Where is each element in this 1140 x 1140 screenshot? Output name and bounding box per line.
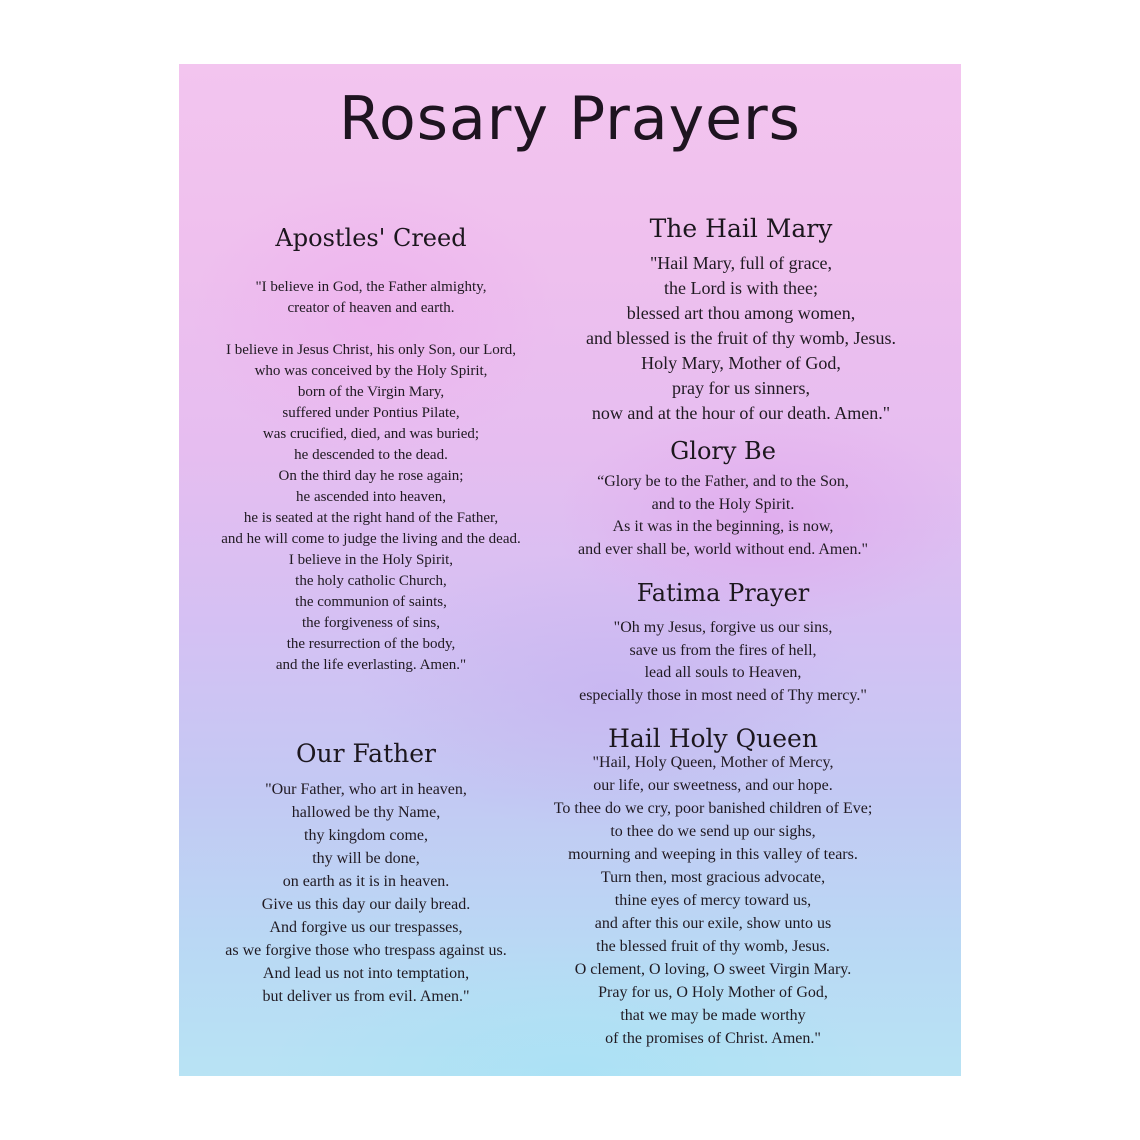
glory-be-section xyxy=(553,437,893,561)
our-father-text: "Our Father, who art in heaven, hallowed be thy Name, thy kingdom come, thy will be done, on earth as it is in heaven. Give us this day our daily bread. And forgive us our trespasses, as we forgive those who trespass against us. And lead us not into temptation, but deliver us from evil. Amen." xyxy=(225,781,507,1005)
apostles-creed-heading: Apostles' Creed xyxy=(275,224,467,252)
our-father-heading: Our Father xyxy=(296,739,436,768)
page-title: Rosary Prayers xyxy=(339,84,801,154)
hail-mary-heading: The Hail Mary xyxy=(649,214,833,243)
prayer-sheet xyxy=(179,64,961,1076)
fatima-prayer-text: "Oh my Jesus, forgive us our sins, save us from the fires of hell, lead all souls to Heaven, especially those in most need of Thy mercy." xyxy=(579,619,867,704)
glory-be-text: “Glory be to the Father, and to the Son, and to the Holy Spirit. As it was in the beginning, is now, and ever shall be, world without end. Amen." xyxy=(577,473,869,558)
apostles-creed-section xyxy=(215,224,527,676)
our-father-section xyxy=(211,739,521,1008)
hail-holy-queen-section xyxy=(523,724,903,1050)
fatima-prayer-section xyxy=(553,579,893,707)
hail-holy-queen-text: "Hail, Holy Queen, Mother of Mercy, our life, our sweetness, and our hope. To thee do we cry, poor banished children of Eve; to thee do we send up our sighs, mourning and weeping in this valley of tears. Turn then, most gracious advocate, thine eyes of mercy toward us, and after this our exile, show unto us the blessed fruit of thy womb, Jesus. O clement, O loving, O sweet Virgin Mary. Pray for us, O Holy Mother of God, that we may be made worthy of the promises of Christ. Amen." xyxy=(553,754,873,1047)
hail-holy-queen-heading: Hail Holy Queen xyxy=(608,724,818,753)
hail-mary-text: "Hail Mary, full of grace, the Lord is with thee; blessed art thou among women, and blessed is the fruit of thy womb, Jesus. Holy Mary, Mother of God, pray for us sinners, now and at the hour of our death. Amen." xyxy=(586,253,896,423)
apostles-creed-text: "I believe in God, the Father almighty, creator of heaven and earth. I believe in Jesus Christ, his only Son, our Lord, who was conceived by the Holy Spirit, born of the Virgin Mary, suffered under Pontius Pilate, was crucified, died, and was buried; he descended to the dead. On the third day he rose again; he ascended into heaven, he is seated at the right hand of the Father, and he will come to judge the living and the dead. I believe in the Holy Spirit, the holy catholic Church, the communion of saints, the forgiveness of sins, the resurrection of the body, and the life everlasting. Amen." xyxy=(221,279,521,673)
glory-be-heading: Glory Be xyxy=(670,437,776,465)
fatima-prayer-heading: Fatima Prayer xyxy=(636,579,810,607)
hail-mary-section xyxy=(553,214,929,426)
